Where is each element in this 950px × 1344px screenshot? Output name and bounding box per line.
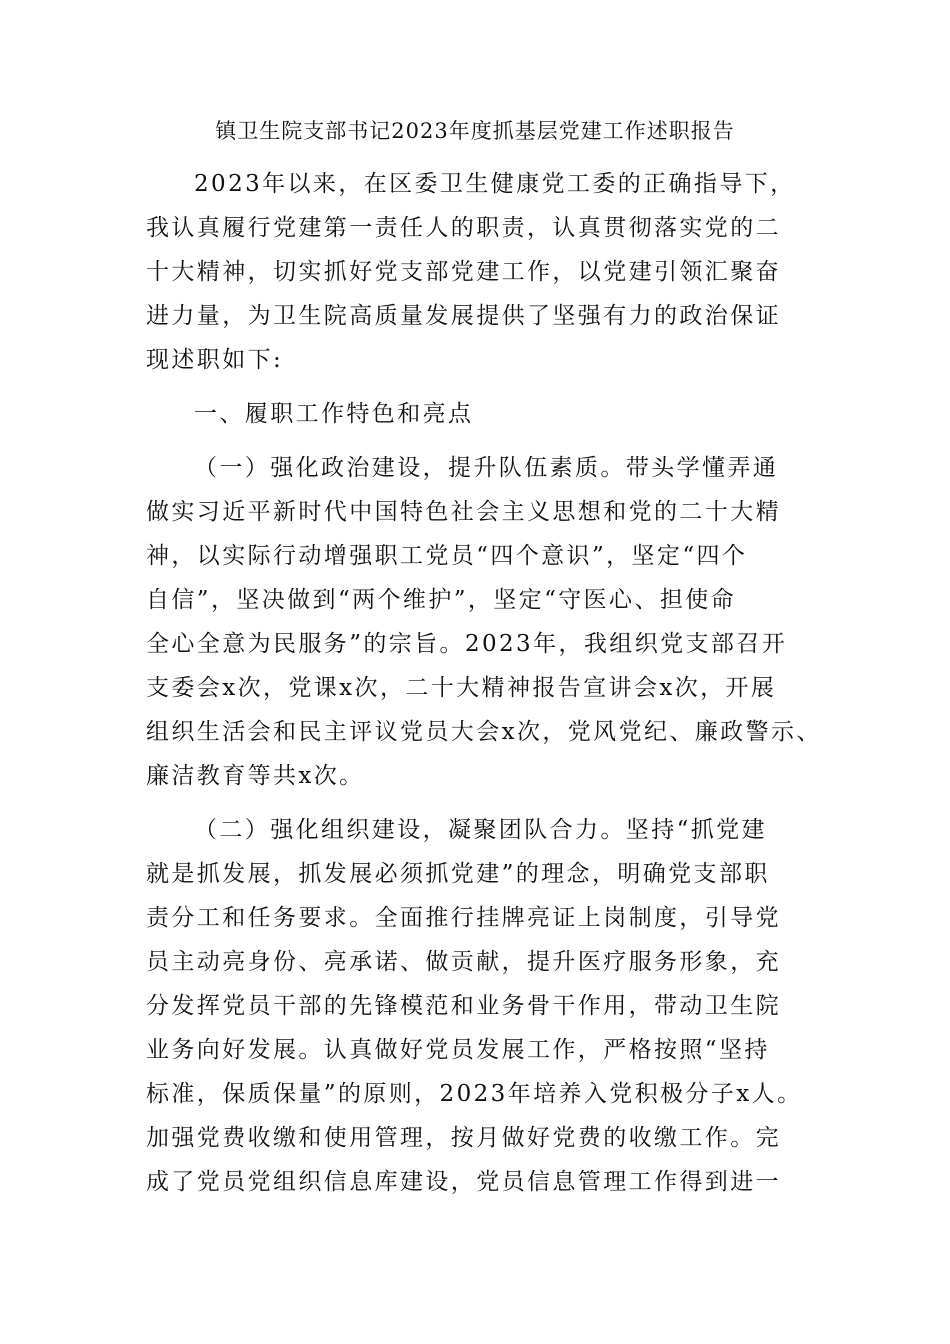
section2-line: 员主动亮身份、亮承诺、做贡献，提升医疗服务形象，充	[146, 949, 781, 975]
section1-line: （一）强化政治建设，提升队伍素质。带头学懂弄通	[194, 455, 779, 481]
intro-line: 十大精神，切实抓好党支部党建工作，以党建引领汇聚奋	[146, 259, 781, 285]
section1-line: 廉洁教育等共x次。	[146, 763, 365, 789]
section1-line: 神，以实际行动增强职工党员“四个意识”，坚定“四个	[146, 543, 748, 569]
section2-line: 标准，保质保量”的原则，2023年培养入党积极分子x人。	[146, 1081, 803, 1107]
section1-line: 自信”，坚决做到“两个维护”，坚定“守医心、担使命	[146, 587, 737, 613]
section2-line: 分发挥党员干部的先锋模范和业务骨干作用，带动卫生院	[146, 993, 781, 1019]
section2-line: （二）强化组织建设，凝聚团队合力。坚持“抓党建	[194, 817, 767, 843]
intro-line: 现述职如下:	[146, 347, 284, 373]
section1-line: 组织生活会和民主评议党员大会x次，党风党纪、廉政警示、	[146, 719, 822, 745]
section2-line: 就是抓发展，抓发展必须抓党建”的理念，明确党支部职	[146, 861, 770, 887]
document-title: 镇卫生院支部书记2023年度抓基层党建工作述职报告	[215, 119, 735, 143]
section2-line: 业务向好发展。认真做好党员发展工作，严格按照“坚持	[146, 1037, 770, 1063]
section2-line: 成了党员党组织信息库建设，党员信息管理工作得到进一	[146, 1169, 781, 1195]
section1-line: 支委会x次，党课x次，二十大精神报告宣讲会x次，开展	[146, 675, 777, 701]
section-heading: 一、履职工作特色和亮点	[194, 401, 474, 427]
intro-line: 我认真履行党建第一责任人的职责，认真贯彻落实党的二	[146, 215, 781, 241]
section1-line: 做实习近平新时代中国特色社会主义思想和党的二十大精	[146, 499, 781, 525]
section2-line: 加强党费收缴和使用管理，按月做好党费的收缴工作。完	[146, 1125, 781, 1151]
section2-line: 责分工和任务要求。全面推行挂牌亮证上岗制度，引导党	[146, 905, 781, 931]
intro-line: 2023年以来，在区委卫生健康党工委的正确指导下，	[194, 171, 796, 197]
section1-line: 全心全意为民服务”的宗旨。2023年，我组织党支部召开	[146, 631, 788, 657]
intro-line: 进力量，为卫生院高质量发展提供了坚强有力的政治保证	[146, 303, 781, 329]
